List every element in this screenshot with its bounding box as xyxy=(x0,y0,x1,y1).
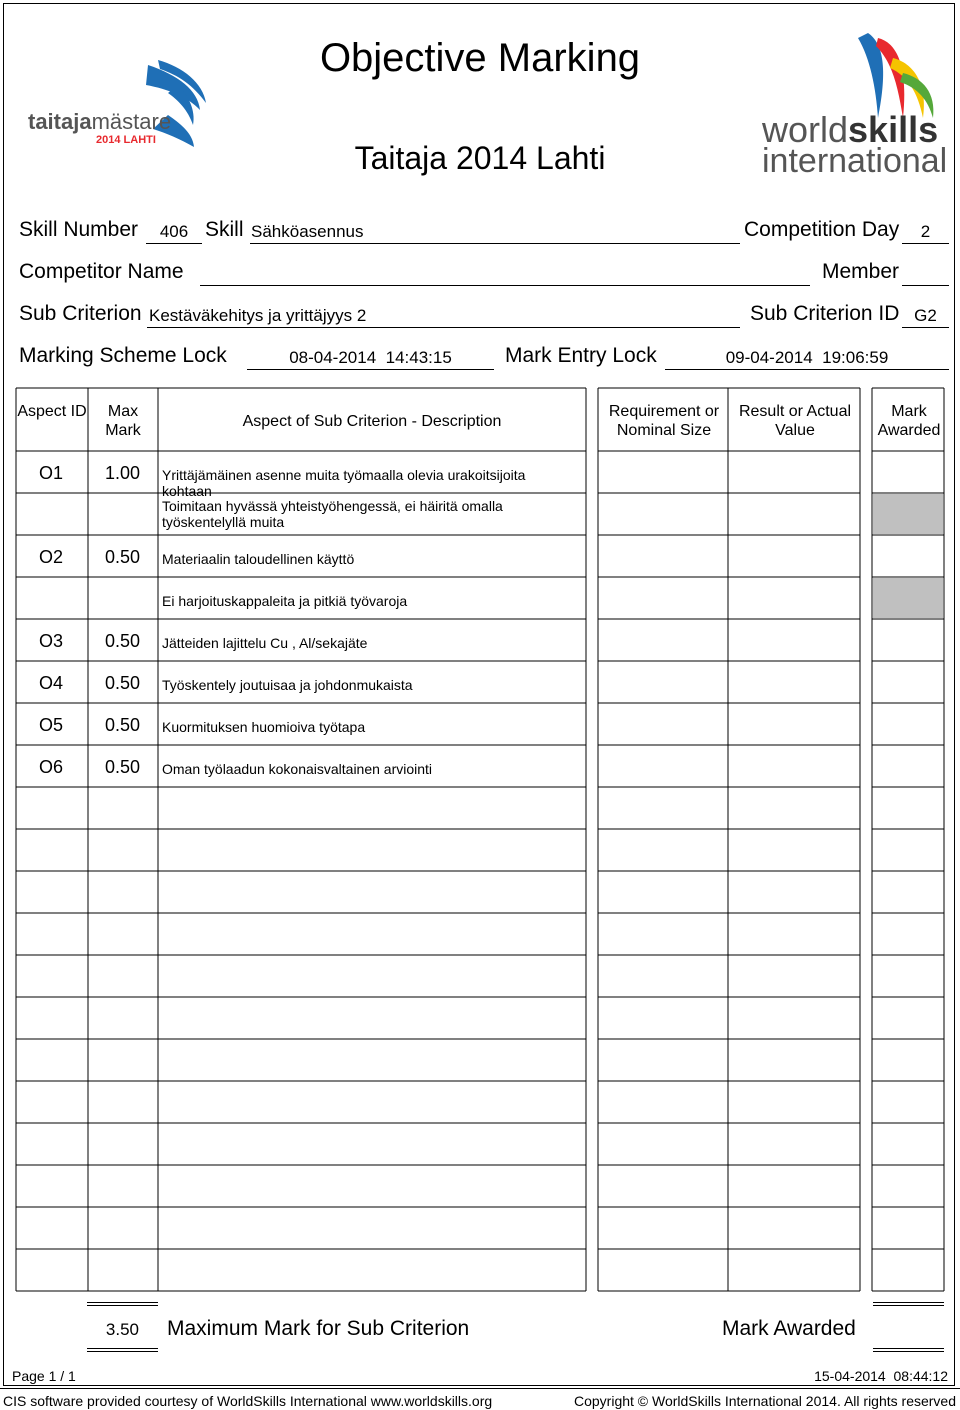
skill-label: Skill xyxy=(205,218,244,241)
mark-awarded-bottom-rule xyxy=(873,1348,944,1352)
description-cell: Ei harjoituskappaleita ja pitkiä työvaroja xyxy=(162,593,408,609)
result-cell[interactable] xyxy=(729,620,859,660)
marking-scheme-lock-value: 08-04-2014 14:43:15 xyxy=(289,348,452,367)
requirement-cell[interactable] xyxy=(599,746,727,786)
table-row xyxy=(0,703,960,745)
header-max-mark: Max Mark xyxy=(105,403,141,439)
mark-awarded-total-field[interactable] xyxy=(873,1318,944,1344)
result-cell[interactable] xyxy=(729,662,859,702)
table-row xyxy=(0,745,960,787)
result-cell[interactable] xyxy=(729,578,859,618)
max-mark-cell: 0.50 xyxy=(104,631,140,651)
requirement-cell[interactable] xyxy=(599,494,727,534)
header-description: Aspect of Sub Criterion - Description xyxy=(242,413,502,430)
competition-day-value: 2 xyxy=(920,222,931,241)
taitaja-subtitle: 2014 LAHTI xyxy=(96,134,156,146)
description-cell: Jätteiden lajittelu Cu , Al/sekajäte xyxy=(162,635,368,651)
marking-scheme-lock-label: Marking Scheme Lock xyxy=(19,344,227,367)
skill-value: Sähköasennus xyxy=(251,222,364,241)
header-result: Result or Actual Value xyxy=(738,403,852,439)
footer-divider xyxy=(0,1388,960,1389)
max-total-value: 3.50 xyxy=(105,1320,139,1339)
mark-entry-lock-label: Mark Entry Lock xyxy=(505,344,657,367)
worldskills-wordmark-bold: skills xyxy=(848,109,939,150)
result-cell[interactable] xyxy=(729,704,859,744)
header-requirement: Requirement or Nominal Size xyxy=(608,403,720,439)
sub-criterion-id-value: G2 xyxy=(914,306,937,325)
max-mark-cell: 0.50 xyxy=(104,757,140,777)
worldskills-wordmark-light: world xyxy=(762,109,849,150)
requirement-cell[interactable] xyxy=(599,704,727,744)
page-subtitle: Taitaja 2014 Lahti xyxy=(354,140,606,176)
competition-day-label: Competition Day xyxy=(744,218,900,241)
member-label: Member xyxy=(822,260,900,283)
description-cell: Toimitaan hyvässä yhteistyöhengessä, ei häiritä omalla työskentelyllä muita xyxy=(162,498,503,530)
table-row xyxy=(0,661,960,703)
requirement-cell[interactable] xyxy=(599,578,727,618)
page-title: Objective Marking xyxy=(319,36,641,80)
max-mark-cell: 0.50 xyxy=(104,673,140,693)
mark-awarded-top-rule xyxy=(873,1302,944,1306)
mark-awarded-cell-disabled xyxy=(873,494,943,534)
result-cell[interactable] xyxy=(729,494,859,534)
header-aspect-id: Aspect ID xyxy=(17,403,87,420)
print-timestamp: 15-04-2014 08:44:12 xyxy=(814,1368,948,1384)
max-mark-cell: 1.00 xyxy=(104,463,140,483)
mark-awarded-label: Mark Awarded xyxy=(722,1317,856,1340)
result-cell[interactable] xyxy=(729,452,859,492)
table-row xyxy=(0,577,960,619)
courtesy-text: CIS software provided courtesy of WorldSkills International www.worldskills.org xyxy=(3,1393,493,1409)
mark-awarded-cell[interactable] xyxy=(873,452,943,492)
aspect-id-cell: O5 xyxy=(38,715,63,735)
page-number: Page 1 / 1 xyxy=(12,1368,76,1384)
aspect-id-cell: O6 xyxy=(38,757,63,777)
taitaja-wordmark-light: mästare xyxy=(91,109,172,134)
table-row xyxy=(0,493,960,535)
mark-awarded-cell[interactable] xyxy=(873,746,943,786)
aspect-id-cell: O2 xyxy=(38,547,63,567)
description-cell: Työskentely joutuisaa ja johdonmukaista xyxy=(162,677,413,693)
sub-criterion-id-label: Sub Criterion ID xyxy=(750,302,900,325)
result-cell[interactable] xyxy=(729,536,859,576)
competitor-name-label: Competitor Name xyxy=(19,260,184,283)
header-mark-awarded: Mark Awarded xyxy=(877,403,941,439)
requirement-cell[interactable] xyxy=(599,620,727,660)
sub-criterion-value: Kestäväkehitys ja yrittäjyys 2 xyxy=(149,306,367,325)
mark-awarded-cell-disabled xyxy=(873,578,943,618)
max-total-bottom-rule xyxy=(87,1348,158,1352)
mark-awarded-cell[interactable] xyxy=(873,536,943,576)
mark-entry-lock-value: 09-04-2014 19:06:59 xyxy=(725,348,889,367)
mark-awarded-cell[interactable] xyxy=(873,704,943,744)
worldskills-wordmark-international: international xyxy=(762,142,948,180)
table-row xyxy=(0,619,960,661)
max-mark-cell: 0.50 xyxy=(104,547,140,567)
result-cell[interactable] xyxy=(729,746,859,786)
aspect-id-cell: O4 xyxy=(38,673,63,693)
max-total-top-rule xyxy=(87,1302,158,1306)
mark-awarded-cell[interactable] xyxy=(873,662,943,702)
max-mark-label: Maximum Mark for Sub Criterion xyxy=(167,1317,470,1340)
description-cell: Yrittäjämäinen asenne muita työmaalla olevia urakoitsijoita kohtaan xyxy=(162,467,526,499)
skill-number-value: 406 xyxy=(159,222,189,241)
table-row xyxy=(0,451,960,499)
taitaja-wordmark-bold: taitaja xyxy=(28,109,92,134)
aspect-id-cell: O3 xyxy=(38,631,63,651)
max-mark-cell: 0.50 xyxy=(104,715,140,735)
copyright-text: Copyright © WorldSkills International 2014. All rights reserved xyxy=(573,1393,956,1409)
description-cell: Materiaalin taloudellinen käyttö xyxy=(162,551,355,567)
description-cell: Kuormituksen huomioiva työtapa xyxy=(162,719,366,735)
requirement-cell[interactable] xyxy=(599,662,727,702)
description-cell: Oman työlaadun kokonaisvaltainen arviointi xyxy=(162,761,433,777)
requirement-cell[interactable] xyxy=(599,452,727,492)
sub-criterion-label: Sub Criterion xyxy=(19,302,142,325)
skill-number-label: Skill Number xyxy=(19,218,139,241)
aspect-id-cell: O1 xyxy=(38,463,63,483)
requirement-cell[interactable] xyxy=(599,536,727,576)
table-row xyxy=(0,535,960,577)
mark-awarded-cell[interactable] xyxy=(873,620,943,660)
